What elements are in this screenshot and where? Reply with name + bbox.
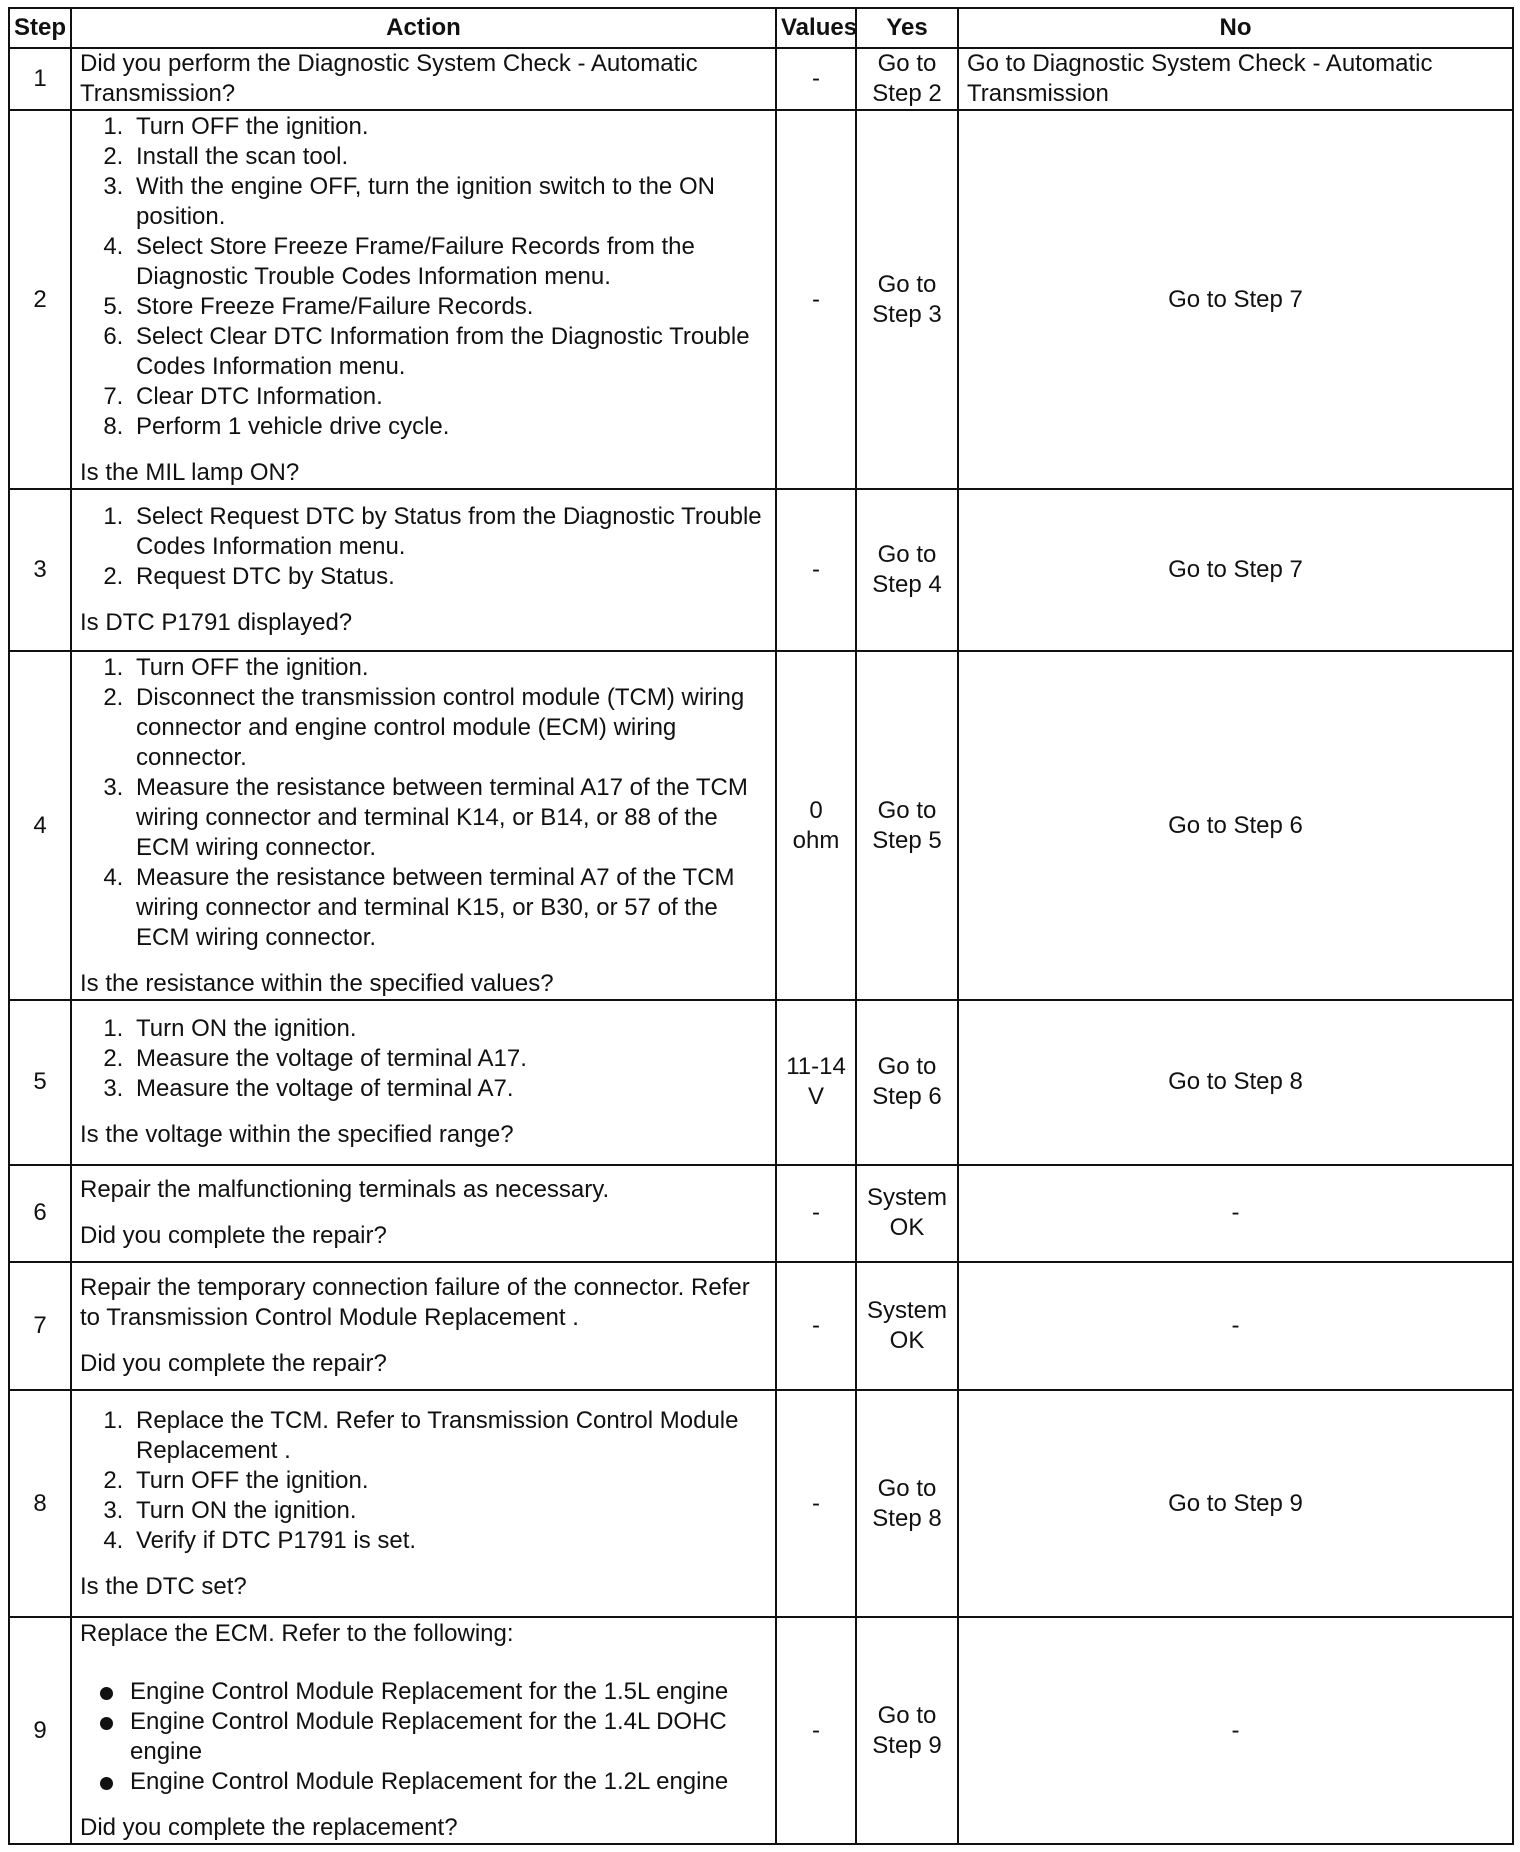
table-row (9, 1165, 1513, 1262)
table-row (9, 651, 1513, 1000)
action-cell (71, 1165, 776, 1262)
step-number: 4 (9, 651, 71, 1000)
action-steps-list (80, 653, 767, 953)
action-cell (71, 48, 776, 110)
yes-cell: Go to Step 2 (856, 48, 958, 110)
action-steps-list (80, 1014, 767, 1104)
value-cell: - (776, 110, 856, 489)
no-cell: Go to Step 8 (958, 1000, 1513, 1165)
action-text: Did you perform the Diagnostic System Check - Automatic Transmission? (80, 50, 698, 108)
action-question: Did you complete the replacement? (80, 1813, 458, 1841)
action-step: 1. Replace the TCM. Refer to Transmission Control Module Replacement . (130, 1406, 767, 1466)
value-cell: - (776, 1617, 856, 1844)
action-question: Is the MIL lamp ON? (80, 458, 300, 486)
action-text: Replace the ECM. Refer to the following: (80, 1619, 514, 1647)
action-cell (71, 1390, 776, 1617)
value-cell: - (776, 1262, 856, 1390)
step-number: 9 (9, 1617, 71, 1844)
table-row (9, 1390, 1513, 1617)
header-row (9, 8, 1513, 48)
action-cell (71, 1262, 776, 1390)
action-step: 4. Select Store Freeze Frame/Failure Records from the Diagnostic Trouble Codes Information menu. (130, 232, 767, 292)
action-question: Did you complete the repair? (80, 1350, 387, 1378)
yes-cell: System OK (856, 1165, 958, 1262)
action-step: 6. Select Clear DTC Information from the Diagnostic Trouble Codes Information menu. (130, 322, 767, 382)
yes-cell: Go to Step 8 (856, 1390, 958, 1617)
action-step: 4. Measure the resistance between terminal A7 of the TCM wiring connector and terminal K15, or B30, or 57 of the ECM wiring connector. (130, 863, 767, 953)
action-bullet: Engine Control Module Replacement for the 1.5L engine (130, 1677, 767, 1707)
action-step: 3. Measure the resistance between terminal A17 of the TCM wiring connector and terminal K14, or B14, or 88 of the ECM wiring connector. (130, 773, 767, 863)
action-steps-list (80, 1406, 767, 1556)
step-number: 7 (9, 1262, 71, 1390)
action-cell (71, 110, 776, 489)
action-step: 4. Verify if DTC P1791 is set. (130, 1526, 767, 1556)
table-row (9, 1617, 1513, 1844)
value-cell: - (776, 1165, 856, 1262)
table-row (9, 1000, 1513, 1165)
action-question: Is the voltage within the specified range? (80, 1121, 514, 1149)
value-cell: - (776, 48, 856, 110)
no-cell: - (958, 1262, 1513, 1390)
action-step: 3. Measure the voltage of terminal A7. (130, 1074, 767, 1104)
action-step: 1. Select Request DTC by Status from the Diagnostic Trouble Codes Information menu. (130, 502, 767, 562)
header-step: Step (9, 8, 71, 48)
diagnostic-table (8, 7, 1514, 1845)
action-step: 2. Request DTC by Status. (130, 562, 767, 592)
step-number: 6 (9, 1165, 71, 1262)
yes-cell: Go to Step 4 (856, 489, 958, 651)
step-number: 8 (9, 1390, 71, 1617)
step-number: 2 (9, 110, 71, 489)
action-step: 1. Turn OFF the ignition. (130, 653, 767, 683)
action-step: 3. With the engine OFF, turn the ignition switch to the ON position. (130, 172, 767, 232)
step-number: 1 (9, 48, 71, 110)
step-number: 3 (9, 489, 71, 651)
action-step: 7. Clear DTC Information. (130, 382, 767, 412)
step-number: 5 (9, 1000, 71, 1165)
diagnostic-table-container (8, 7, 1512, 1845)
action-steps-list (80, 502, 767, 592)
table-row (9, 48, 1513, 110)
action-question: Is the resistance within the specified values? (80, 969, 554, 997)
action-step: 2. Measure the voltage of terminal A17. (130, 1044, 767, 1074)
value-cell: - (776, 489, 856, 651)
header-no: No (958, 8, 1513, 48)
action-steps-list (80, 112, 767, 442)
action-step: 3. Turn ON the ignition. (130, 1496, 767, 1526)
table-row (9, 489, 1513, 651)
table-row (9, 1262, 1513, 1390)
action-step: 2. Turn OFF the ignition. (130, 1466, 767, 1496)
yes-cell: Go to Step 5 (856, 651, 958, 1000)
action-bullet: Engine Control Module Replacement for the 1.4L DOHC engine (130, 1707, 767, 1767)
yes-cell: Go to Step 9 (856, 1617, 958, 1844)
header-action: Action (71, 8, 776, 48)
no-cell: Go to Step 6 (958, 651, 1513, 1000)
no-cell: - (958, 1165, 1513, 1262)
no-cell: Go to Step 7 (958, 489, 1513, 651)
action-step: 1. Turn ON the ignition. (130, 1014, 767, 1044)
action-step: 8. Perform 1 vehicle drive cycle. (130, 412, 767, 442)
value-cell: - (776, 1390, 856, 1617)
action-question: Did you complete the repair? (80, 1222, 387, 1250)
value-cell: 11-14 V (776, 1000, 856, 1165)
action-text: Repair the temporary connection failure of the connector. Refer to Transmission Control Module Replacement . (80, 1274, 750, 1332)
yes-cell: Go to Step 3 (856, 110, 958, 489)
no-cell: - (958, 1617, 1513, 1844)
header-values: Values (776, 8, 856, 48)
yes-cell: System OK (856, 1262, 958, 1390)
action-bullet-list (80, 1677, 767, 1797)
action-cell (71, 651, 776, 1000)
yes-cell: Go to Step 6 (856, 1000, 958, 1165)
action-step: 2. Install the scan tool. (130, 142, 767, 172)
action-step: 1. Turn OFF the ignition. (130, 112, 767, 142)
no-cell: Go to Step 7 (958, 110, 1513, 489)
table-row (9, 110, 1513, 489)
action-question: Is DTC P1791 displayed? (80, 609, 353, 637)
value-cell: 0 ohm (776, 651, 856, 1000)
action-cell (71, 489, 776, 651)
no-cell: Go to Step 9 (958, 1390, 1513, 1617)
action-bullet: Engine Control Module Replacement for the 1.2L engine (130, 1767, 767, 1797)
action-question: Is the DTC set? (80, 1572, 247, 1600)
action-text: Repair the malfunctioning terminals as necessary. (80, 1176, 610, 1204)
action-cell (71, 1617, 776, 1844)
no-cell: Go to Diagnostic System Check - Automatic Transmission (958, 48, 1513, 110)
action-step: 5. Store Freeze Frame/Failure Records. (130, 292, 767, 322)
header-yes: Yes (856, 8, 958, 48)
action-cell (71, 1000, 776, 1165)
action-step: 2. Disconnect the transmission control module (TCM) wiring connector and engine control module (ECM) wiring connector. (130, 683, 767, 773)
